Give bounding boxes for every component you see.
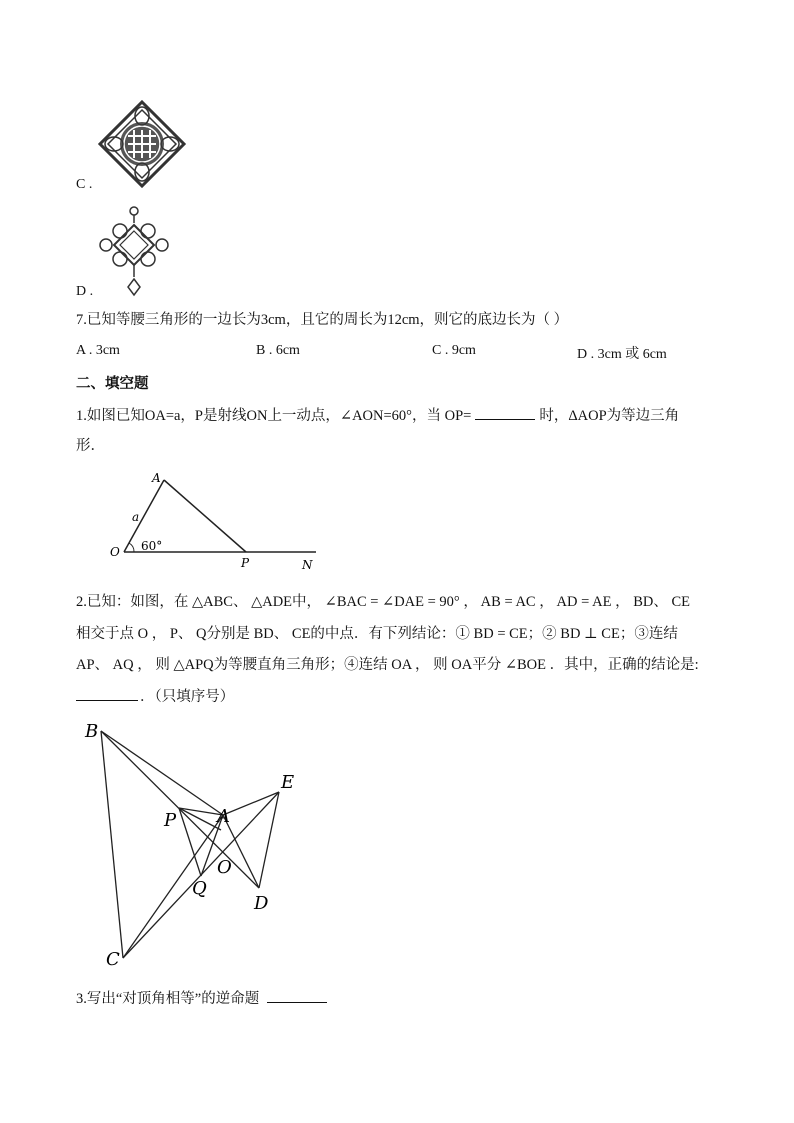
fig2-label-C: C <box>106 949 120 970</box>
q7-option-d: D . 3cm 或 6cm <box>577 347 667 362</box>
fill2-line2: 相交于点 O ， P、 Q分别是 BD、 CE的中点．有下列结论：① BD = CE；② BD ⊥ CE；③连结 <box>76 626 678 642</box>
fill2-line4-suffix: ．（只填序号） <box>140 689 235 705</box>
fill1-answer-blank[interactable] <box>475 405 535 420</box>
fill3-answer-blank[interactable] <box>267 988 327 1003</box>
fig2-label-D: D <box>254 893 269 914</box>
q7-option-a: A . 3cm <box>76 343 120 358</box>
fig2-label-A: A <box>217 806 230 827</box>
q7-option-b: B . 6cm <box>256 343 300 358</box>
fill3-line <box>76 988 327 1009</box>
option-d-figure <box>98 203 182 299</box>
fill1-stem-part2: 时，ΔAOP为等边三角 <box>539 408 680 424</box>
fill2-geometry-figure <box>80 712 310 972</box>
section-heading: 二、填空题 <box>76 376 149 392</box>
fill2-answer-blank[interactable] <box>76 686 138 701</box>
option-c-label: C . <box>76 177 93 192</box>
fig1-label-A: A <box>152 471 161 485</box>
option-d-label: D . <box>76 284 94 299</box>
fig2-label-O: O <box>217 857 232 878</box>
fig1-label-N: N <box>302 558 313 572</box>
fig1-label-a: a <box>132 510 140 524</box>
fig2-label-P: P <box>164 810 177 831</box>
fill1-stem-part1: 1.如图已知OA=a，P是射线ON上一动点，∠AON=60°，当 OP= <box>76 408 472 424</box>
option-c-figure <box>98 100 186 188</box>
fig2-label-E: E <box>281 772 295 793</box>
fig2-label-B: B <box>85 721 99 742</box>
fill3-stem: 3.写出“对顶角相等”的逆命题 <box>76 991 260 1007</box>
fill2-line4 <box>76 686 234 707</box>
fig1-label-P: P <box>241 556 250 570</box>
fig1-label-O: O <box>110 545 120 559</box>
fill1-stem-line2: 形． <box>76 438 105 454</box>
fill1-triangle-figure <box>100 466 330 574</box>
fill1-stem-line1 <box>76 405 679 426</box>
q7-stem: 7.已知等腰三角形的一边长为3cm，且它的周长为12cm，则它的底边长为（ ） <box>76 312 569 328</box>
q7-option-c: C . 9cm <box>432 343 476 358</box>
fig1-label-angle: 60° <box>141 539 163 553</box>
fig2-label-Q: Q <box>192 878 207 899</box>
fill2-line1: 2.已知：如图，在 △ABC、 △ADE中， ∠BAC = ∠DAE = 90° ， AB = AC ， AD = AE ， BD、 CE <box>76 594 690 610</box>
fill2-line3: AP、 AQ ， 则 △APQ为等腰直角三角形；④连结 OA ， 则 OA平分 ∠BOE ．其中，正确的结论是: <box>76 657 699 673</box>
